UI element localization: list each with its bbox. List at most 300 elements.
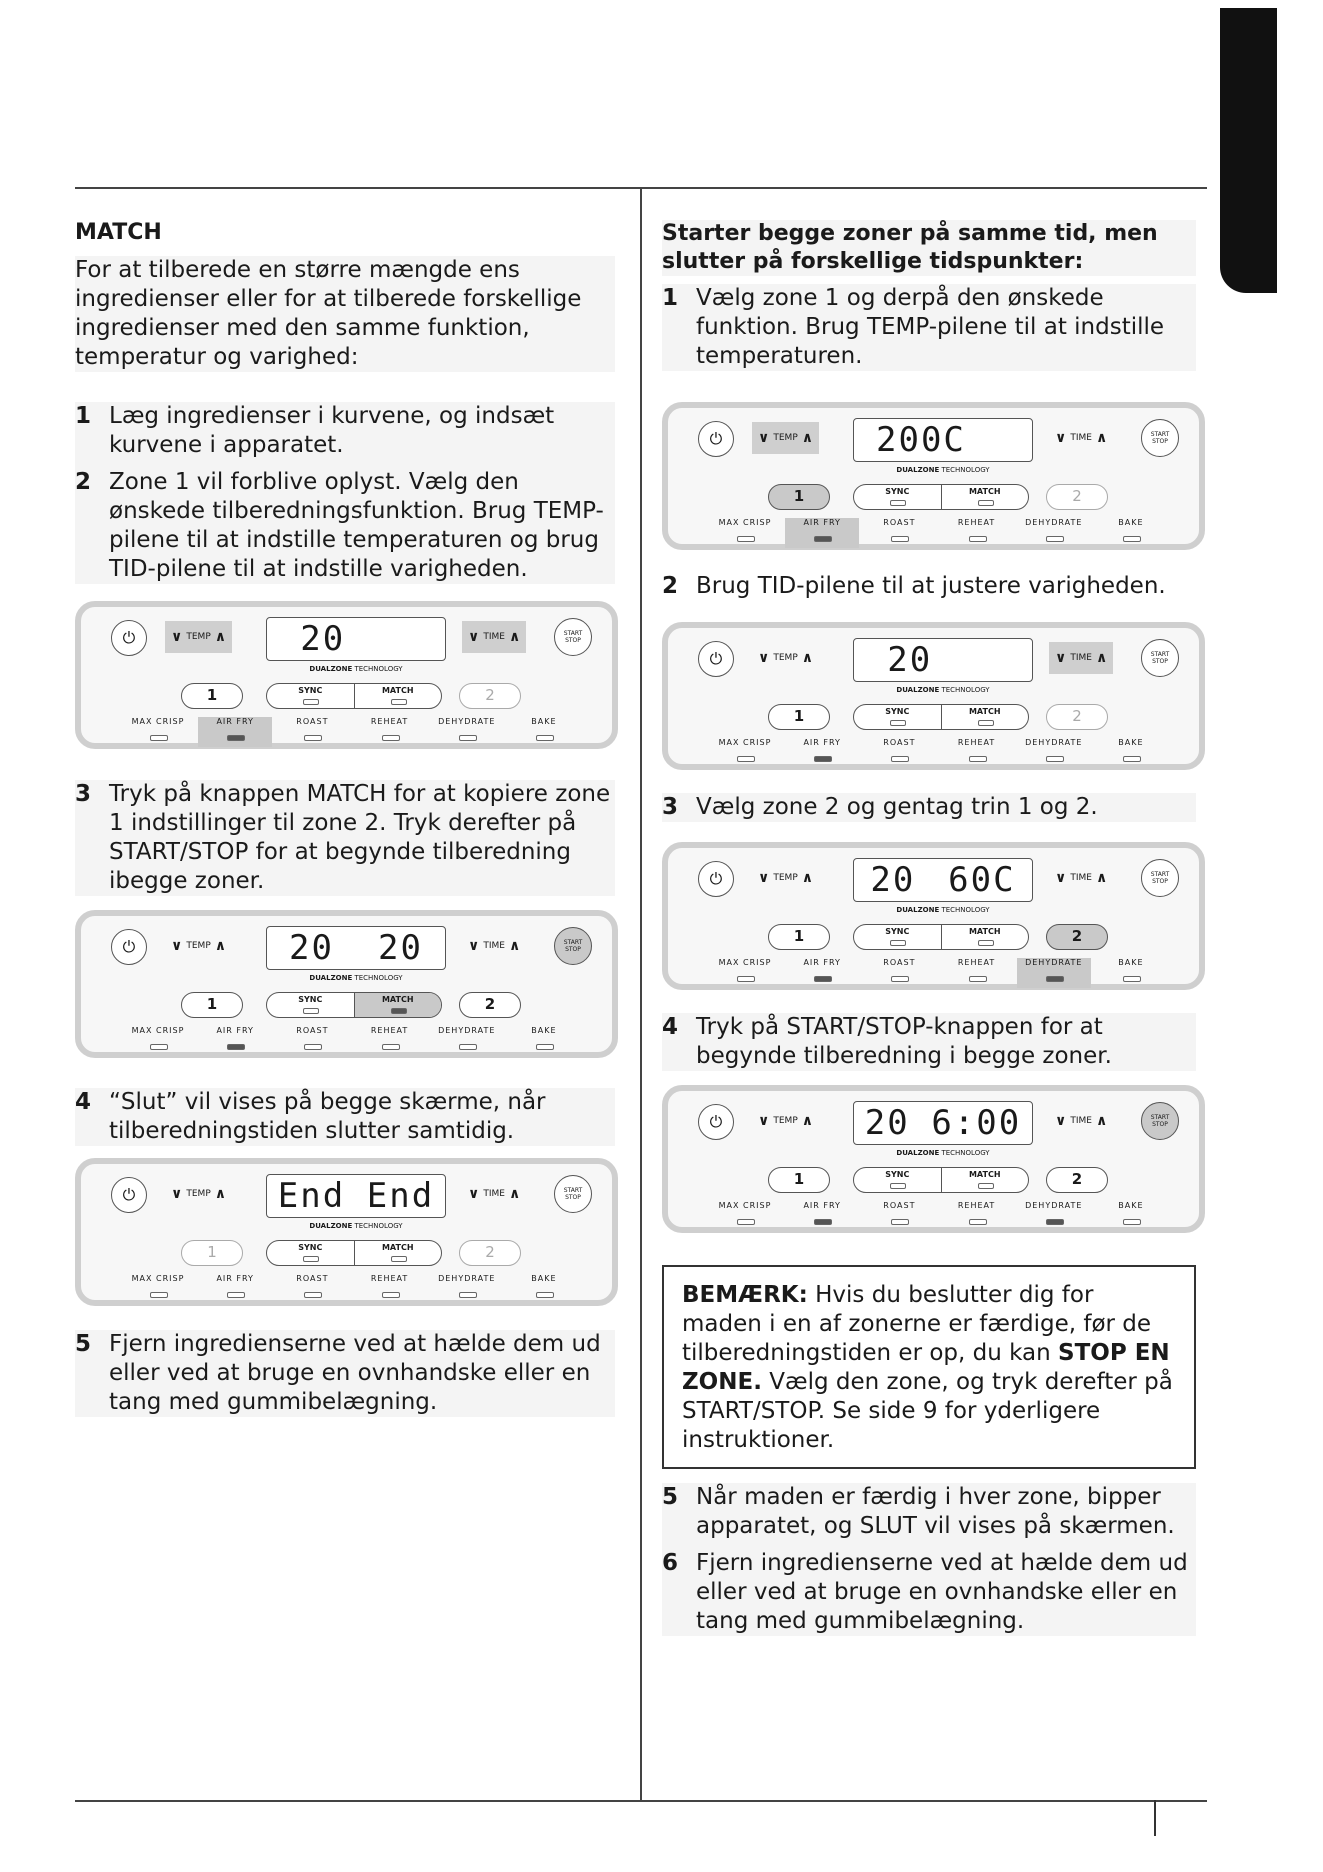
power-icon: ⏻ bbox=[122, 628, 136, 647]
chevron-down-icon: ∨ bbox=[1055, 1113, 1067, 1129]
match-half[interactable] bbox=[941, 485, 1029, 509]
function-label: REHEAT bbox=[370, 717, 409, 726]
function-label: MAX CRISP bbox=[718, 518, 772, 527]
match-intro: For at tilberede en større mængde ens ingredienser eller for at tilberede forskellige ingredienser med den samme funktion, temperatur og varighed: bbox=[75, 256, 615, 372]
step-text: Tryk på knappen MATCH for at kopiere zone 1 indstillinger til zone 2. Tryk derefter på START/STOP for at begynde tilberedning ibegge zoner. bbox=[109, 781, 611, 894]
power-button[interactable] bbox=[698, 861, 734, 897]
time-arrows[interactable] bbox=[462, 930, 526, 962]
step-number: 2 bbox=[662, 573, 679, 599]
zone-1-button[interactable]: 1 bbox=[768, 704, 830, 730]
time-arrows[interactable] bbox=[462, 621, 526, 653]
function-reheat[interactable] bbox=[940, 1201, 1014, 1231]
zone-2-button[interactable]: 2 bbox=[1046, 1167, 1108, 1193]
time-arrows[interactable] bbox=[462, 1178, 526, 1210]
chevron-down-icon: ∨ bbox=[171, 1186, 183, 1202]
function-label: DEHYDRATE bbox=[438, 1274, 496, 1283]
stop-label: STOP bbox=[565, 637, 581, 644]
function-max-crisp[interactable] bbox=[708, 958, 782, 988]
right-step-4 bbox=[662, 1013, 1196, 1071]
step-text: Fjern ingredienserne ved at hælde dem ud eller ved at bruge en ovnhandske eller en tang med gummibelægning. bbox=[696, 1550, 1188, 1634]
sync-half[interactable] bbox=[854, 1168, 941, 1192]
power-icon: ⏻ bbox=[709, 869, 723, 888]
function-label: ROAST bbox=[296, 717, 329, 726]
function-reheat[interactable] bbox=[940, 738, 1014, 768]
stop-label: STOP bbox=[565, 1194, 581, 1201]
dualzone-bold: DUALZONE bbox=[309, 1222, 353, 1230]
sync-half[interactable] bbox=[854, 925, 941, 949]
function-row bbox=[121, 717, 581, 747]
function-label: AIR FRY bbox=[216, 717, 254, 726]
function-row bbox=[121, 1274, 581, 1304]
step-text: Vælg zone 2 og gentag trin 1 og 2. bbox=[696, 794, 1098, 820]
match-half[interactable] bbox=[941, 925, 1029, 949]
zone-2-button[interactable]: 2 bbox=[1046, 484, 1108, 510]
function-label: DEHYDRATE bbox=[1025, 518, 1083, 527]
sync-match-button[interactable] bbox=[266, 683, 442, 709]
step-item bbox=[662, 1549, 1196, 1636]
power-button[interactable] bbox=[111, 1177, 147, 1213]
function-roast[interactable] bbox=[862, 958, 936, 988]
function-air-fry[interactable] bbox=[785, 738, 859, 768]
function-dehydrate[interactable] bbox=[430, 1026, 504, 1056]
temp-arrows[interactable] bbox=[165, 930, 232, 962]
sync-led bbox=[890, 500, 906, 506]
function-air-fry[interactable] bbox=[785, 518, 859, 548]
function-label: AIR FRY bbox=[803, 738, 841, 747]
function-led bbox=[737, 536, 755, 542]
function-label: MAX CRISP bbox=[131, 717, 185, 726]
control-panel-r3 bbox=[662, 842, 1205, 990]
function-row bbox=[708, 738, 1168, 768]
function-label: REHEAT bbox=[370, 1274, 409, 1283]
step-item bbox=[662, 572, 1196, 601]
start-stop-button[interactable] bbox=[1141, 419, 1179, 457]
zone-2-button[interactable]: 2 bbox=[459, 992, 521, 1018]
function-max-crisp[interactable] bbox=[121, 1026, 195, 1056]
step-item bbox=[662, 793, 1196, 822]
function-roast[interactable] bbox=[862, 738, 936, 768]
note-box bbox=[662, 1265, 1196, 1469]
power-button[interactable] bbox=[698, 1104, 734, 1140]
step-number: 2 bbox=[75, 469, 92, 495]
function-row bbox=[708, 1201, 1168, 1231]
function-air-fry[interactable] bbox=[785, 1201, 859, 1231]
sync-led bbox=[303, 699, 319, 705]
chevron-up-icon: ∧ bbox=[508, 1186, 521, 1202]
zone-1-button[interactable]: 1 bbox=[181, 683, 243, 709]
temp-label: TEMP bbox=[186, 632, 211, 642]
step-item bbox=[75, 402, 615, 460]
dualzone-label bbox=[853, 686, 1033, 694]
function-label: MAX CRISP bbox=[718, 1201, 772, 1210]
chevron-down-icon: ∨ bbox=[171, 938, 183, 954]
function-label: ROAST bbox=[883, 738, 916, 747]
sync-led bbox=[303, 1256, 319, 1262]
sync-match-button[interactable] bbox=[853, 484, 1029, 510]
match-led bbox=[978, 720, 994, 726]
sync-label: SYNC bbox=[298, 686, 323, 695]
function-led bbox=[814, 976, 832, 982]
function-max-crisp[interactable] bbox=[708, 1201, 782, 1231]
chevron-down-icon: ∨ bbox=[1055, 870, 1067, 886]
function-label: MAX CRISP bbox=[131, 1274, 185, 1283]
start-stop-button[interactable] bbox=[554, 927, 592, 965]
time-label: TIME bbox=[1070, 873, 1092, 883]
step-number: 1 bbox=[662, 285, 679, 311]
function-air-fry[interactable] bbox=[198, 717, 272, 747]
function-roast[interactable] bbox=[275, 1274, 349, 1304]
start-label: START bbox=[563, 1187, 583, 1194]
display-right: 60C bbox=[948, 860, 1016, 900]
zone-1-button[interactable]: 1 bbox=[768, 1167, 830, 1193]
function-bake[interactable] bbox=[507, 1274, 581, 1304]
step-text: “Slut” vil vises på begge skærme, når tilberedningstiden slutter samtidig. bbox=[109, 1089, 546, 1144]
start-label: START bbox=[1150, 871, 1170, 878]
temp-arrows[interactable] bbox=[165, 621, 232, 653]
temp-arrows[interactable] bbox=[752, 642, 819, 674]
step-number: 5 bbox=[75, 1331, 92, 1357]
match-half[interactable] bbox=[354, 993, 442, 1017]
temp-label: TEMP bbox=[773, 1116, 798, 1126]
stop-label: STOP bbox=[565, 946, 581, 953]
display-left: 20 bbox=[864, 1103, 910, 1143]
display bbox=[266, 1174, 446, 1218]
left-step-4 bbox=[75, 1088, 615, 1146]
dualzone-bold: DUALZONE bbox=[309, 974, 353, 982]
function-bake[interactable] bbox=[507, 717, 581, 747]
function-label: BAKE bbox=[531, 717, 557, 726]
temp-arrows[interactable] bbox=[752, 862, 819, 894]
step-item bbox=[662, 284, 1196, 371]
right-heading: Starter begge zoner på samme tid, men slutter på forskellige tidspunkter: bbox=[662, 220, 1196, 276]
dualzone-bold: DUALZONE bbox=[309, 665, 353, 673]
function-label: MAX CRISP bbox=[718, 958, 772, 967]
match-label: MATCH bbox=[381, 1243, 414, 1252]
dualzone-label bbox=[266, 1222, 446, 1230]
function-led bbox=[891, 536, 909, 542]
display-left: 200C bbox=[876, 420, 966, 460]
function-dehydrate[interactable] bbox=[1017, 518, 1091, 548]
start-stop-button[interactable] bbox=[1141, 639, 1179, 677]
start-stop-button[interactable] bbox=[554, 618, 592, 656]
step-number: 4 bbox=[662, 1014, 679, 1040]
display bbox=[853, 638, 1033, 682]
control-panel-l3 bbox=[75, 1158, 618, 1306]
stop-label: STOP bbox=[1152, 438, 1168, 445]
function-bake[interactable] bbox=[507, 1026, 581, 1056]
function-max-crisp[interactable] bbox=[121, 1274, 195, 1304]
zone-1-button[interactable]: 1 bbox=[181, 992, 243, 1018]
start-label: START bbox=[1150, 651, 1170, 658]
function-reheat[interactable] bbox=[353, 717, 427, 747]
function-label: REHEAT bbox=[957, 738, 996, 747]
function-led bbox=[227, 1044, 245, 1050]
sync-match-button[interactable] bbox=[266, 992, 442, 1018]
dualzone-label bbox=[853, 466, 1033, 474]
dualzone-bold: DUALZONE bbox=[896, 466, 940, 474]
note-label: BEMÆRK: bbox=[682, 1282, 808, 1308]
zone-2-button[interactable]: 2 bbox=[459, 683, 521, 709]
function-label: BAKE bbox=[531, 1274, 557, 1283]
zone-2-button[interactable]: 2 bbox=[459, 1240, 521, 1266]
zone-1-button[interactable]: 1 bbox=[768, 924, 830, 950]
temp-arrows[interactable] bbox=[752, 1105, 819, 1137]
function-max-crisp[interactable] bbox=[708, 738, 782, 768]
function-led bbox=[737, 976, 755, 982]
start-label: START bbox=[563, 630, 583, 637]
function-led bbox=[1123, 756, 1141, 762]
function-roast[interactable] bbox=[862, 518, 936, 548]
match-half[interactable] bbox=[941, 1168, 1029, 1192]
sync-half[interactable] bbox=[267, 1241, 354, 1265]
function-led bbox=[1123, 1219, 1141, 1225]
function-led bbox=[150, 735, 168, 741]
dualzone-rest: TECHNOLOGY bbox=[352, 1222, 403, 1230]
sync-half[interactable] bbox=[854, 485, 941, 509]
function-led bbox=[150, 1044, 168, 1050]
function-led bbox=[536, 735, 554, 741]
step-number: 6 bbox=[662, 1550, 679, 1576]
step-text: Fjern ingredienserne ved at hælde dem ud eller ved at bruge en ovnhandske eller en tang med gummibelægning. bbox=[109, 1331, 601, 1415]
sync-label: SYNC bbox=[885, 487, 910, 496]
display-left: 20 bbox=[289, 928, 334, 968]
time-label: TIME bbox=[1070, 1116, 1092, 1126]
dualzone-label bbox=[853, 906, 1033, 914]
match-label: MATCH bbox=[381, 686, 414, 695]
function-bake[interactable] bbox=[1094, 738, 1168, 768]
chevron-up-icon: ∧ bbox=[214, 938, 227, 954]
sync-label: SYNC bbox=[885, 1170, 910, 1179]
page-number-tick bbox=[1154, 1800, 1156, 1836]
function-led bbox=[459, 735, 477, 741]
power-icon: ⏻ bbox=[709, 429, 723, 448]
sync-label: SYNC bbox=[298, 1243, 323, 1252]
function-label: BAKE bbox=[1118, 518, 1144, 527]
function-led bbox=[150, 1292, 168, 1298]
chevron-up-icon: ∧ bbox=[1095, 870, 1108, 886]
function-label: AIR FRY bbox=[216, 1274, 254, 1283]
power-button[interactable] bbox=[111, 929, 147, 965]
function-dehydrate[interactable] bbox=[430, 1274, 504, 1304]
function-roast[interactable] bbox=[275, 1026, 349, 1056]
sync-label: SYNC bbox=[298, 995, 323, 1004]
power-icon: ⏻ bbox=[122, 1185, 136, 1204]
chevron-down-icon: ∨ bbox=[1055, 650, 1067, 666]
function-roast[interactable] bbox=[862, 1201, 936, 1231]
temp-label: TEMP bbox=[186, 941, 211, 951]
zone-2-button[interactable]: 2 bbox=[1046, 924, 1108, 950]
function-row bbox=[708, 958, 1168, 988]
power-button[interactable] bbox=[698, 421, 734, 457]
start-stop-button[interactable] bbox=[1141, 1102, 1179, 1140]
start-stop-button[interactable] bbox=[554, 1175, 592, 1213]
function-max-crisp[interactable] bbox=[708, 518, 782, 548]
power-icon: ⏻ bbox=[709, 649, 723, 668]
match-label: MATCH bbox=[968, 487, 1001, 496]
function-bake[interactable] bbox=[1094, 958, 1168, 988]
sync-led bbox=[890, 1183, 906, 1189]
function-dehydrate[interactable] bbox=[1017, 958, 1091, 988]
function-label: AIR FRY bbox=[803, 958, 841, 967]
match-half[interactable] bbox=[354, 1241, 442, 1265]
function-dehydrate[interactable] bbox=[1017, 738, 1091, 768]
match-label: MATCH bbox=[968, 927, 1001, 936]
step-text: Når maden er færdig i hver zone, bipper apparatet, og SLUT vil vises på skærmen. bbox=[696, 1484, 1175, 1539]
function-label: ROAST bbox=[883, 1201, 916, 1210]
dualzone-rest: TECHNOLOGY bbox=[939, 1149, 990, 1157]
time-label: TIME bbox=[483, 632, 505, 642]
function-label: AIR FRY bbox=[803, 1201, 841, 1210]
step-item bbox=[75, 468, 615, 584]
function-led bbox=[304, 1044, 322, 1050]
function-label: BAKE bbox=[1118, 738, 1144, 747]
function-dehydrate[interactable] bbox=[430, 717, 504, 747]
function-dehydrate[interactable] bbox=[1017, 1201, 1091, 1231]
step-number: 4 bbox=[75, 1089, 92, 1115]
time-arrows[interactable] bbox=[1049, 642, 1113, 674]
function-led bbox=[814, 536, 832, 542]
sync-half[interactable] bbox=[854, 705, 941, 729]
step-number: 5 bbox=[662, 1484, 679, 1510]
time-arrows[interactable] bbox=[1049, 862, 1113, 894]
step-item bbox=[75, 1330, 615, 1417]
sync-label: SYNC bbox=[885, 707, 910, 716]
sync-half[interactable] bbox=[267, 993, 354, 1017]
function-reheat[interactable] bbox=[353, 1026, 427, 1056]
function-label: DEHYDRATE bbox=[1025, 958, 1083, 967]
step-item bbox=[662, 1483, 1196, 1541]
sync-match-button[interactable] bbox=[266, 1240, 442, 1266]
function-led bbox=[536, 1044, 554, 1050]
function-label: REHEAT bbox=[370, 1026, 409, 1035]
bottom-rule bbox=[75, 1800, 1207, 1802]
step-number: 3 bbox=[662, 794, 679, 820]
step-number: 1 bbox=[75, 403, 92, 429]
function-label: DEHYDRATE bbox=[1025, 738, 1083, 747]
function-air-fry[interactable] bbox=[198, 1274, 272, 1304]
function-led bbox=[737, 756, 755, 762]
function-led bbox=[382, 1044, 400, 1050]
match-label: MATCH bbox=[968, 707, 1001, 716]
function-led bbox=[1123, 976, 1141, 982]
function-led bbox=[891, 1219, 909, 1225]
temp-label: TEMP bbox=[186, 1189, 211, 1199]
zone-1-button[interactable]: 1 bbox=[181, 1240, 243, 1266]
start-label: START bbox=[1150, 1114, 1170, 1121]
sync-label: SYNC bbox=[885, 927, 910, 936]
chevron-down-icon: ∨ bbox=[758, 1113, 770, 1129]
zone-2-button[interactable]: 2 bbox=[1046, 704, 1108, 730]
chevron-up-icon: ∧ bbox=[1095, 430, 1108, 446]
step-text: Læg ingredienser i kurvene, og indsæt kurvene i apparatet. bbox=[109, 403, 555, 458]
function-row bbox=[708, 518, 1168, 548]
function-label: ROAST bbox=[883, 958, 916, 967]
function-label: DEHYDRATE bbox=[438, 717, 496, 726]
sync-match-button[interactable] bbox=[853, 924, 1029, 950]
function-led bbox=[382, 1292, 400, 1298]
function-reheat[interactable] bbox=[940, 958, 1014, 988]
function-bake[interactable] bbox=[1094, 518, 1168, 548]
chevron-up-icon: ∧ bbox=[801, 650, 814, 666]
dualzone-rest: TECHNOLOGY bbox=[352, 974, 403, 982]
sync-match-button[interactable] bbox=[853, 1167, 1029, 1193]
function-label: BAKE bbox=[531, 1026, 557, 1035]
right-steps-5-6 bbox=[662, 1483, 1196, 1636]
function-max-crisp[interactable] bbox=[121, 717, 195, 747]
display-left: 20 bbox=[300, 619, 346, 659]
display-left: 20 bbox=[870, 860, 916, 900]
temp-arrows[interactable] bbox=[752, 422, 819, 454]
step-text: Tryk på START/STOP-knappen for at begynde tilberedning i begge zoner. bbox=[696, 1014, 1112, 1069]
power-icon: ⏻ bbox=[709, 1112, 723, 1131]
function-label: ROAST bbox=[883, 518, 916, 527]
function-label: ROAST bbox=[296, 1274, 329, 1283]
power-button[interactable] bbox=[698, 641, 734, 677]
function-bake[interactable] bbox=[1094, 1201, 1168, 1231]
match-half[interactable] bbox=[941, 705, 1029, 729]
chevron-down-icon: ∨ bbox=[468, 938, 480, 954]
match-half[interactable] bbox=[354, 684, 442, 708]
chevron-down-icon: ∨ bbox=[171, 629, 183, 645]
function-reheat[interactable] bbox=[353, 1274, 427, 1304]
control-panel-l1 bbox=[75, 601, 618, 749]
sync-led bbox=[890, 720, 906, 726]
left-steps-1-2 bbox=[75, 402, 615, 584]
control-panel-r1 bbox=[662, 402, 1205, 550]
display-right: End bbox=[366, 1176, 435, 1216]
function-led bbox=[814, 756, 832, 762]
chevron-up-icon: ∧ bbox=[801, 870, 814, 886]
chevron-down-icon: ∨ bbox=[1055, 430, 1067, 446]
match-led bbox=[978, 940, 994, 946]
dualzone-rest: TECHNOLOGY bbox=[939, 906, 990, 914]
dualzone-rest: TECHNOLOGY bbox=[939, 686, 990, 694]
match-led bbox=[978, 1183, 994, 1189]
function-led bbox=[1046, 536, 1064, 542]
function-led bbox=[1123, 536, 1141, 542]
function-reheat[interactable] bbox=[940, 518, 1014, 548]
dualzone-rest: TECHNOLOGY bbox=[352, 665, 403, 673]
match-led bbox=[978, 500, 994, 506]
function-led bbox=[227, 735, 245, 741]
dualzone-bold: DUALZONE bbox=[896, 686, 940, 694]
step-number: 3 bbox=[75, 781, 92, 807]
zone-1-button[interactable]: 1 bbox=[768, 484, 830, 510]
function-roast[interactable] bbox=[275, 717, 349, 747]
right-step-1 bbox=[662, 284, 1196, 371]
time-label: TIME bbox=[483, 941, 505, 951]
dualzone-bold: DUALZONE bbox=[896, 1149, 940, 1157]
sync-led bbox=[303, 1008, 319, 1014]
time-arrows[interactable] bbox=[1049, 1105, 1113, 1137]
time-arrows[interactable] bbox=[1049, 422, 1113, 454]
function-label: AIR FRY bbox=[803, 518, 841, 527]
power-button[interactable] bbox=[111, 620, 147, 656]
dualzone-rest: TECHNOLOGY bbox=[939, 466, 990, 474]
function-led bbox=[737, 1219, 755, 1225]
function-led bbox=[536, 1292, 554, 1298]
start-stop-button[interactable] bbox=[1141, 859, 1179, 897]
sync-match-button[interactable] bbox=[853, 704, 1029, 730]
control-panel-r4 bbox=[662, 1085, 1205, 1233]
temp-label: TEMP bbox=[773, 653, 798, 663]
match-led bbox=[391, 1256, 407, 1262]
function-air-fry[interactable] bbox=[198, 1026, 272, 1056]
temp-arrows[interactable] bbox=[165, 1178, 232, 1210]
function-air-fry[interactable] bbox=[785, 958, 859, 988]
sync-half[interactable] bbox=[267, 684, 354, 708]
chevron-up-icon: ∧ bbox=[801, 430, 814, 446]
